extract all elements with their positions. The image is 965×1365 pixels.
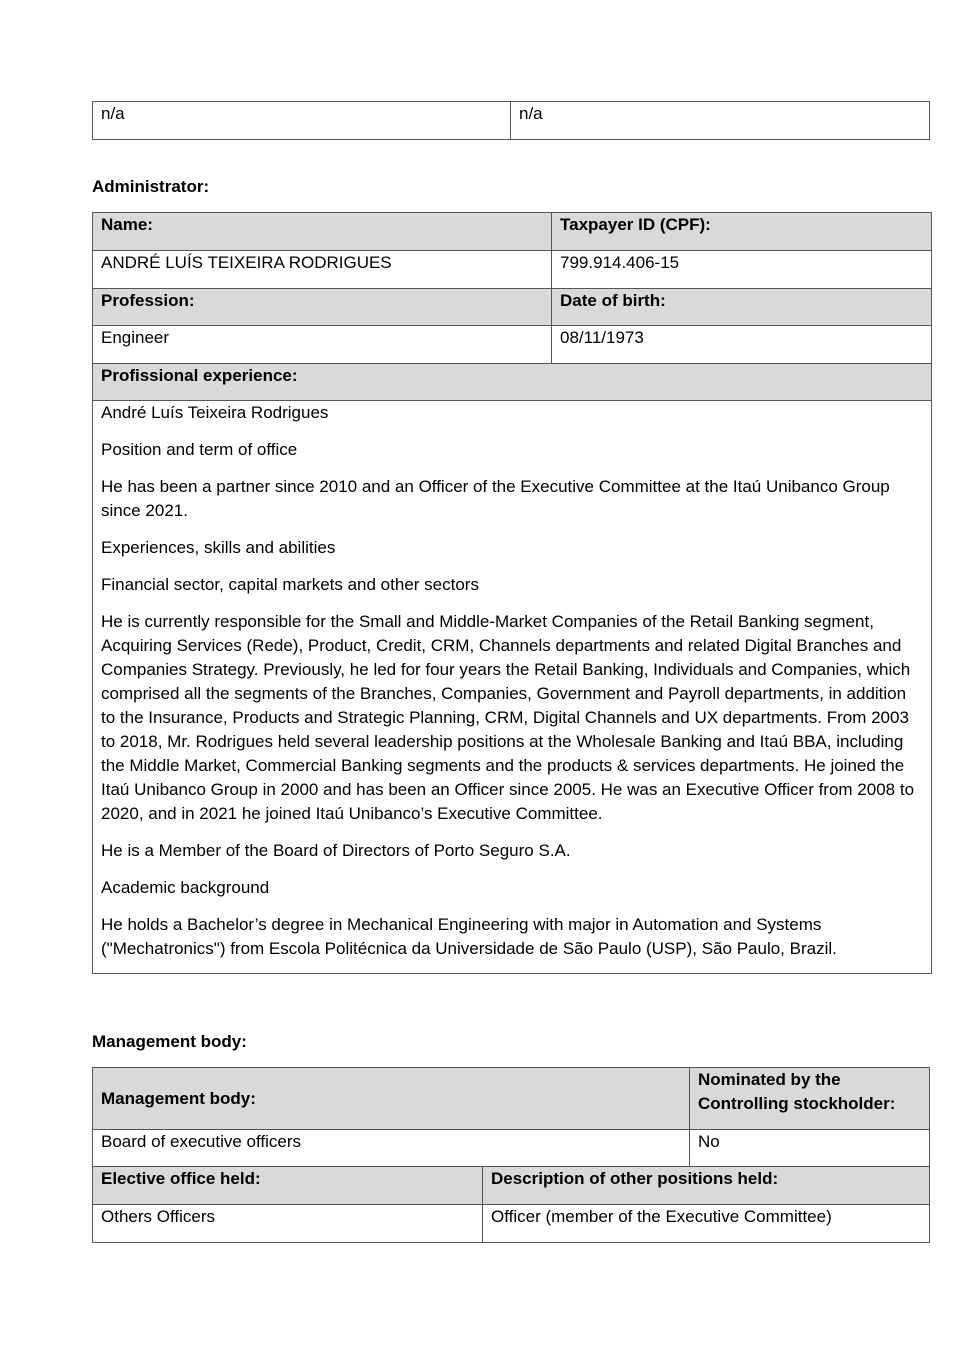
management-heading: Management body: (92, 1032, 247, 1051)
experience-skills-heading: Experiences, skills and abilities (101, 538, 336, 557)
experience-label: Profissional experience: (93, 364, 932, 401)
name-label: Name: (93, 213, 552, 251)
dob-label: Date of birth: (552, 289, 932, 326)
experience-name: André Luís Teixeira Rodrigues (101, 403, 329, 422)
experience-board-text: He is a Member of the Board of Directors of Porto Seguro S.A. (101, 841, 571, 860)
experience-career-text: He is currently responsible for the Small and Middle-Market Companies of the Retail Banking segment, Acquiring Services (Rede), Product, Credit, CRM, Channels departments and related Digital Branches and Companies Strategy. Previously, he led for four years the Retail Banking, Individuals and Companies, which comprised all the segments of the Branches, Companies, Government and Payroll departments, in addition to the Insurance, Products and Strategic Planning, CRM, Digital Channels and UX departments. From 2003 to 2018, Mr. Rodrigues held several leadership positions at the Wholesale Banking and Itaú BBA, including the Middle Market, Commercial Banking segments and the products & services departments. He joined the Itaú Unibanco Group in 2000 and has been an Officer since 2005. He was an Executive Officer from 2008 to 2020, and in 2021 he joined Itaú Unibanco’s Executive Committee. (101, 612, 915, 823)
description-value: Officer (member of the Executive Committee) (483, 1205, 930, 1243)
top-na-left: n/a (93, 102, 511, 140)
profession-label: Profession: (93, 289, 552, 326)
top-na-right: n/a (511, 102, 930, 140)
experience-body (93, 401, 932, 974)
dob-value: 08/11/1973 (552, 326, 932, 364)
experience-academic-heading: Academic background (101, 878, 270, 897)
administrator-table (92, 212, 932, 974)
description-label: Description of other positions held: (483, 1167, 930, 1205)
management-body-value: Board of executive officers (93, 1130, 690, 1168)
experience-position-heading: Position and term of office (101, 440, 298, 459)
administrator-heading: Administrator: (92, 177, 210, 196)
nominated-label: Nominated by the Controlling stockholder: (690, 1068, 930, 1130)
profession-value: Engineer (93, 326, 552, 364)
taxpayer-value: 799.914.406-15 (552, 251, 932, 289)
nominated-value: No (690, 1130, 930, 1168)
elective-label: Elective office held: (93, 1167, 483, 1205)
management-table (92, 1067, 930, 1168)
positions-table (92, 1166, 930, 1243)
experience-sectors: Financial sector, capital markets and other sectors (101, 575, 479, 594)
experience-position-text: He has been a partner since 2010 and an Officer of the Executive Committee at the Itaú Unibanco Group since 2021. (101, 477, 890, 520)
experience-academic-text: He holds a Bachelor’s degree in Mechanical Engineering with major in Automation and Systems ("Mechatronics") from Escola Politécnica da Universidade de São Paulo (USP), São Paulo, Brazil. (101, 915, 837, 958)
name-value: ANDRÉ LUÍS TEIXEIRA RODRIGUES (93, 251, 552, 289)
elective-value: Others Officers (93, 1205, 483, 1243)
top-na-table (92, 101, 930, 140)
taxpayer-label: Taxpayer ID (CPF): (552, 213, 932, 251)
management-body-label: Management body: (93, 1068, 690, 1130)
